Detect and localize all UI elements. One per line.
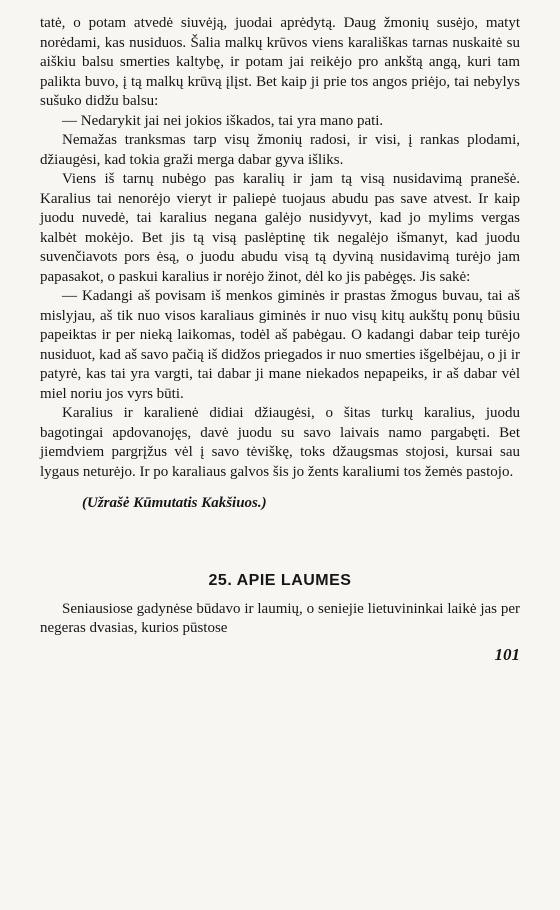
chapter-title: 25. APIE LAUMES: [208, 571, 352, 589]
chapter-paragraph: Seniausiose gadynėse būdavo ir laumių, o seniejie lietuvininkai laikė jas per negeras dvasias, kurios pūstose: [40, 600, 520, 636]
book-page: [40, 14, 520, 665]
paragraph: Karalius ir karalienė didiai džiaugėsi, o šitas turkų karalius, juodu bagotingai apdovanojęs, davė juodu su savo laivais namo pargabęti. Bet jiemdviem pargrįžus vėl į savo tėviškę, toks džaugsmas stojosi, kursai sau lygaus neturėjo. Ir po karaliaus galvos šis jo žents karaliumi tos žemės pastojo.: [40, 405, 520, 480]
paragraph: Viens iš tarnų nubėgo pas karalių ir jam tą visą nusidavimą pranešė. Karalius tai nenorėjo vieryt ir paliepė tuojaus abudu pas save atvest. Ir kaip juodu nuvedė, tai karalius negana galėjo nusidyvyt, kad jo mylims vergas kalbėt mokėjo. Bet jis tą visą paslėptinę tik negalėjo išmanyt, kad juodu suvenčiavots pors ėsą, o juodu abudu visą tą dyviną nusidavimą turėjo jam papasakot, o paskui karalius ir norėjo žinot, dėl ko jis pabėgęs. Jis sakė:: [40, 171, 520, 285]
source-attribution: (Užrašė Kūmutatis Kakšiuos.): [82, 495, 267, 511]
page-number: 101: [494, 644, 520, 664]
paragraph-continued: tatė, o potam atvedė siuvėją, juodai aprėdytą. Daug žmonių susėjo, matyt norėdami, kas nusiduos. Šalia malkų krūvos viens karališkas tarnas nuskaitė su aiškiu balsu smerties kaltybę, ir potam jai reikėjo pro ankštą angą, kuri tam palikta buvo, į tą malkų krūvą įlįst. Bet kaip ji prie tos angos priėjo, tai nebylys sušuko didžu balsu:: [40, 15, 520, 109]
paragraph: Nemažas tranksmas tarp visų žmonių radosi, ir visi, į rankas plodami, džiaugėsi, kad tokia graži merga dabar gyva išliks.: [40, 132, 520, 168]
paragraph-dialogue: — Kadangi aš povisam iš menkos giminės ir prastas žmogus buvau, tai aš mislyjau, aš tik nuo visos karaliaus giminės ir nuo visų kitų aukštų ponų būsiu papeiktas ir per nieką laikomas, todėl aš pabėgau. O kadangi dabar teip turėjo nusiduot, kad aš savo pačią iš didžos priegados ir nuo smerties išgelbėjau, o ji ir patyrė, kas tai yra vargti, tai dabar ji mane niekados nepapeiks, ir aš dabar vėl miel noriu jos vyrs būti.: [40, 288, 520, 402]
paragraph-dialogue: — Nedarykit jai nei jokios iškados, tai yra mano pati.: [62, 112, 384, 129]
